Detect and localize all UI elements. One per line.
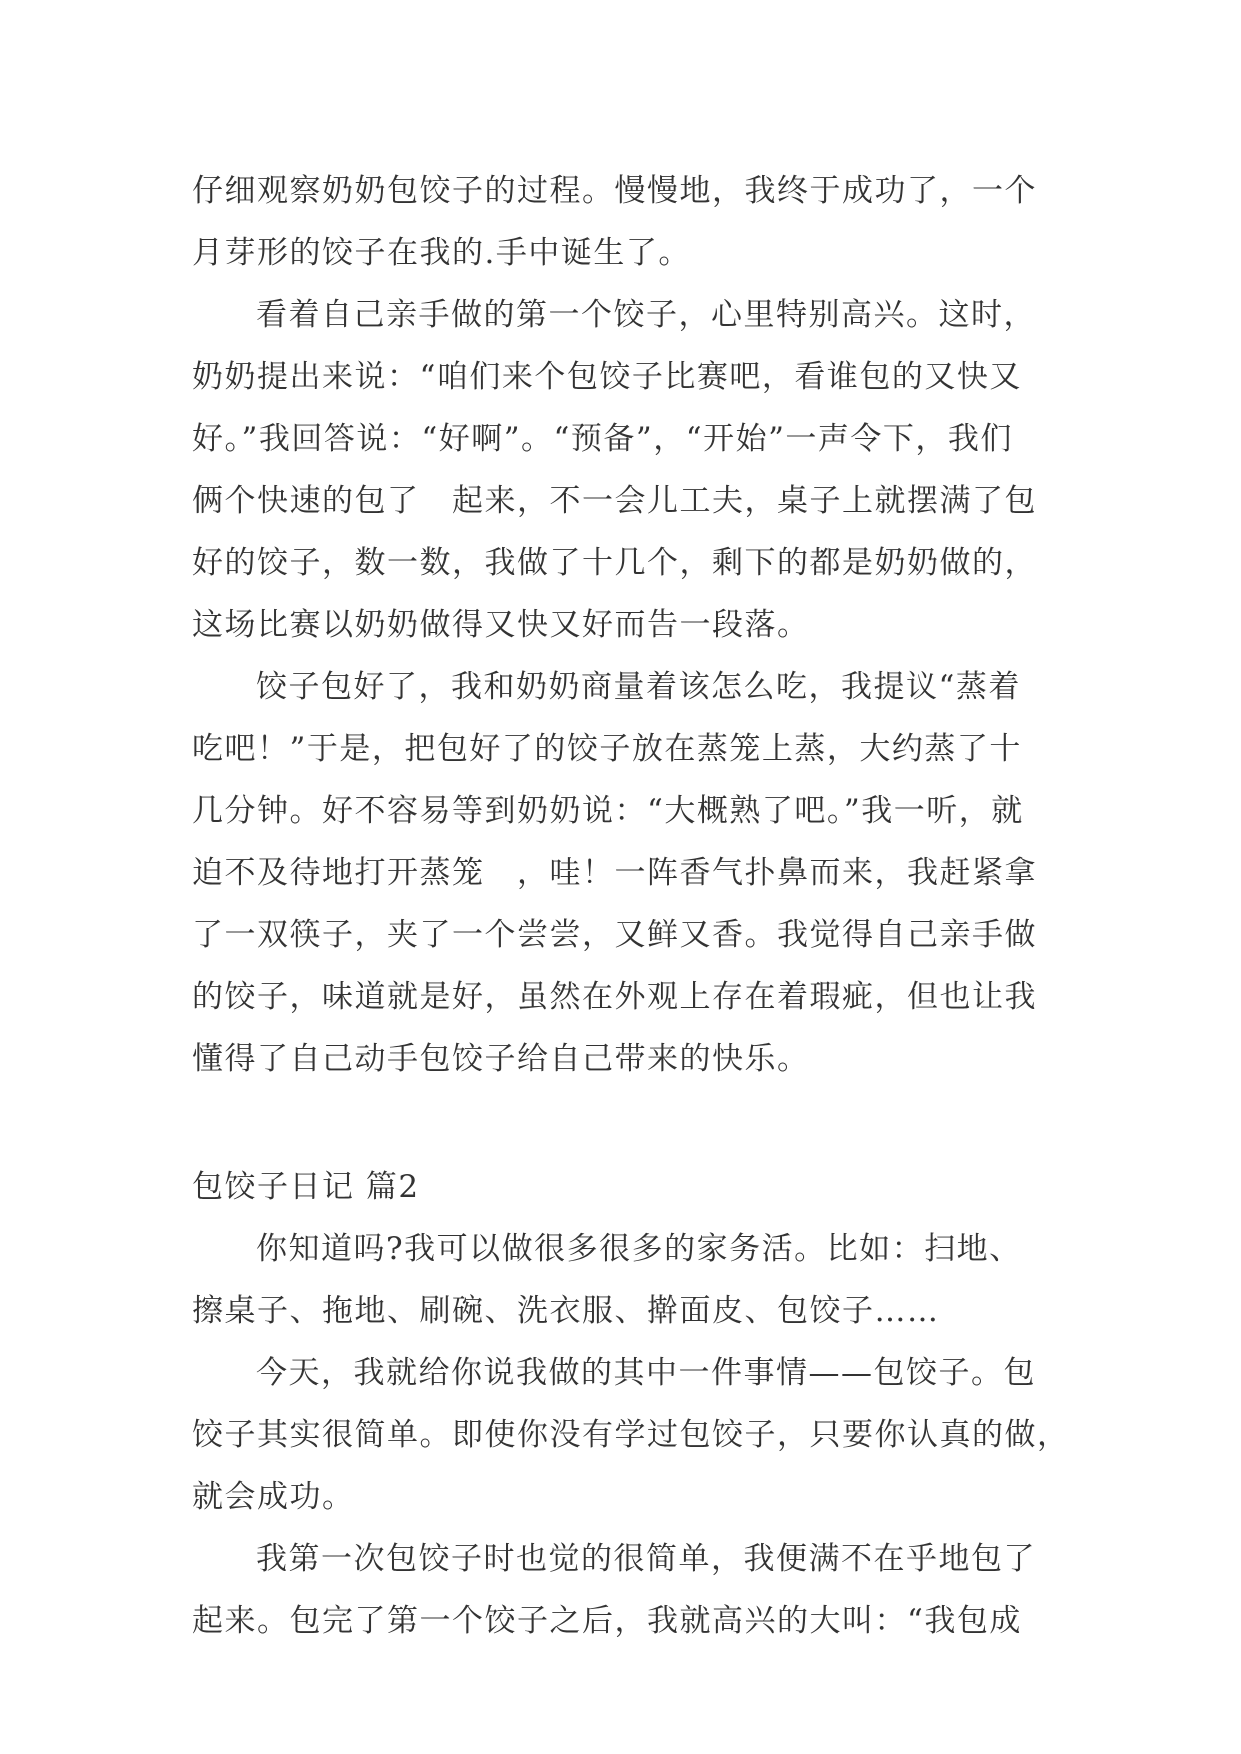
text-line: 我第一次包饺子时也觉的很简单，我便满不在乎地包了	[256, 1541, 1036, 1577]
text-line: 起来。包完了第一个饺子之后，我就高兴的大叫：“我包成	[192, 1603, 1022, 1639]
text-line: 你知道吗?我可以做很多很多的家务活。比如：扫地、	[256, 1231, 1022, 1267]
text-line: 仔细观察奶奶包饺子的过程。慢慢地，我终于成功了，一个	[192, 173, 1037, 209]
text-line: 好的饺子，数一数，我做了十几个，剩下的都是奶奶做的，	[192, 545, 1037, 581]
text-line: 了一双筷子，夹了一个尝尝，又鲜又香。我觉得自己亲手做	[192, 917, 1037, 953]
text-line: 俩个快速的包了 起来，不一会儿工夫，桌子上就摆满了包	[192, 483, 1037, 519]
text-line: 吃吧！”于是，把包好了的饺子放在蒸笼上蒸，大约蒸了十	[192, 731, 1022, 767]
section-gap	[192, 1090, 1062, 1156]
document-page	[192, 160, 1070, 1652]
text-line: 懂得了自己动手包饺子给自己带来的快乐。	[192, 1041, 810, 1077]
text-line: 饺子其实很简单。即使你没有学过包饺子，只要你认真的做，	[192, 1417, 1070, 1453]
text-line: 的饺子，味道就是好，虽然在外观上存在着瑕疵，但也让我	[192, 979, 1037, 1015]
text-line: 奶奶提出来说：“咱们来个包饺子比赛吧，看谁包的又快又	[192, 359, 1022, 395]
text-line: 迫不及待地打开蒸笼 ，哇！一阵香气扑鼻而来，我赶紧拿	[192, 855, 1037, 891]
text-line: 今天，我就给你说我做的其中一件事情——包饺子。包	[256, 1355, 1036, 1391]
text-line: 月芽形的饺子在我的.手中诞生了。	[192, 235, 691, 271]
text-line: 好。”我回答说：“好啊”。“预备”，“开始”一声令下，我们	[192, 421, 1013, 457]
text-line: 这场比赛以奶奶做得又快又好而告一段落。	[192, 607, 810, 643]
text-line: 看着自己亲手做的第一个饺子，心里特别高兴。这时，	[256, 297, 1036, 333]
text-line: 擦桌子、拖地、刷碗、洗衣服、擀面皮、包饺子……	[192, 1293, 940, 1329]
text-line: 饺子包好了，我和奶奶商量着该怎么吃，我提议“蒸着	[256, 669, 1021, 705]
text-line: 就会成功。	[192, 1479, 355, 1515]
text-line: 几分钟。好不容易等到奶奶说：“大概熟了吧。”我一听，就	[192, 793, 1024, 829]
section-heading: 包饺子日记 篇2	[192, 1169, 420, 1205]
